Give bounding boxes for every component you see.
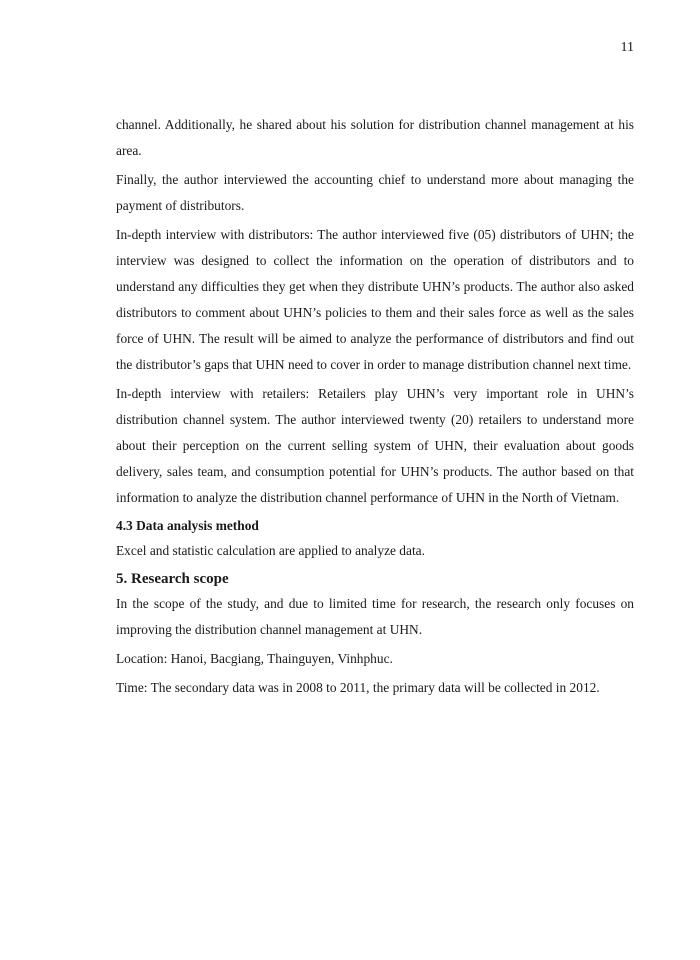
paragraph-location: Location: Hanoi, Bacgiang, Thainguyen, Vinhphuc.	[116, 651, 393, 666]
section-heading-research-scope: 5. Research scope	[116, 571, 229, 587]
paragraph-data-analysis: Excel and statistic calculation are applied to analyze data.	[116, 543, 425, 558]
paragraph-distributor-interview: In-depth interview with distributors: The author interviewed five (05) distributors of UHN; the interview was designed to collect the information on the operation of distributors and to understand any difficulties they get when they distribute UHN’s products. The author also asked distributors to comment about UHN’s policies to them and their sales force as well as the sales force of UHN. The result will be aimed to analyze the performance of distributors and find out the distributor’s gaps that UHN need to cover in order to manage distribution channel next time.	[116, 227, 634, 372]
paragraph-time: Time: The secondary data was in 2008 to 2011, the primary data will be collected in 2012.	[116, 680, 600, 695]
paragraph-retailer-interview: In-depth interview with retailers: Retailers play UHN’s very important role in UHN’s distribution channel system. The author interviewed twenty (20) retailers to understand more about their perception on the current selling system of UHN, their evaluation about goods delivery, sales team, and consumption potential for UHN’s products. The author based on that information to analyze the distribution channel performance of UHN in the North of Vietnam.	[116, 386, 634, 505]
paragraph-expert-solution: channel. Additionally, he shared about his solution for distribution channel management at his area.	[116, 117, 634, 158]
paragraph-accounting-chief: Finally, the author interviewed the accounting chief to understand more about managing the payment of distributors.	[116, 172, 634, 213]
page-content	[116, 112, 634, 704]
section-heading-data-analysis: 4.3 Data analysis method	[116, 518, 259, 533]
page-number: 11	[620, 40, 634, 55]
paragraph-research-scope: In the scope of the study, and due to limited time for research, the research only focuses on improving the distribution channel management at UHN.	[116, 596, 634, 637]
